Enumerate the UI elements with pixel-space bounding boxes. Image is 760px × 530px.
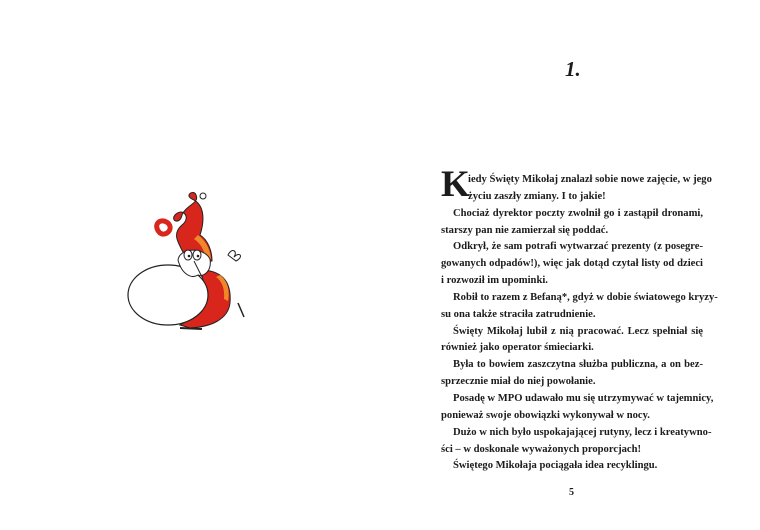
drop-cap: K [441,164,470,205]
chapter-title: 1. [565,57,581,81]
text-line: starszy pan nie zamierzał się poddać. [441,224,609,236]
text-line: i rozwoził im upominki. [441,275,548,287]
page-number: 5 [569,487,574,498]
santa-claus-illustration [120,185,260,335]
text-line: Posadę w MPO udawało mu się utrzymywać w tajemnicy, [453,392,714,404]
text-line: gowanych odpadów!), więc jak dotąd czytał listy od dzieci [441,258,703,270]
text-line: ponieważ swoje obowiązki wykonywał w nocy. [441,409,650,421]
text-line: ści – w doskonale wyważonych proporcjach! [441,443,642,455]
text-line: Świętego Mikołaja pociągała idea recyklingu. [453,460,658,472]
text-line: sprzecznie miał do niej powołanie. [441,376,596,388]
text-line: su ona także straciła zatrudnienie. [441,308,596,320]
body-text [441,172,718,475]
text-line: Święty Mikołaj lubił z nią pracować. Lecz spełniał się [453,325,703,337]
text-line: życiu zaszły zmiany. I to jakie! [468,190,606,202]
text-line: Chociaż dyrektor poczty zwolnił go i zastąpił dronami, [453,207,703,219]
text-line: również jako operator śmieciarki. [441,342,594,354]
text-line: Była to bowiem zaszczytna służba publiczna, a on bez- [453,359,703,371]
text-line: iedy Święty Mikołaj znalazł sobie nowe zajęcie, w jego [468,174,712,185]
text-line: Odkrył, że sam potrafi wytwarzać prezenty (z posegre- [453,241,703,253]
text-line: Robił to razem z Befaną*, gdyż w dobie światowego kryzy- [453,291,718,303]
text-line: Dużo w nich było uspokajającej rutyny, lecz i kreatywno- [453,426,712,438]
